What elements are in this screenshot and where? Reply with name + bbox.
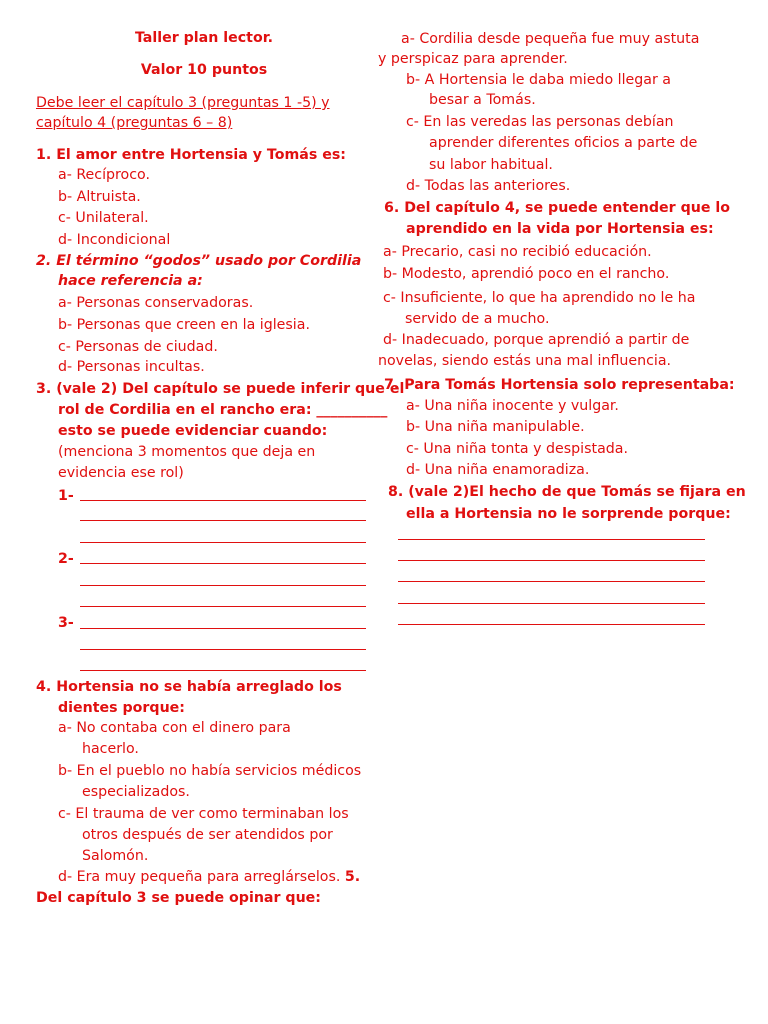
instruction-line-1: Debe leer el capítulo 3 (preguntas 1 -5) y xyxy=(36,95,330,111)
question-2-line-1: 2. El término “godos” usado por Cordilia xyxy=(36,253,362,269)
q3-item-2-answer-line-1[interactable] xyxy=(80,563,366,564)
q5-option-a-line-1: a- Cordilia desde pequeña fue muy astuta xyxy=(401,31,700,47)
q3-item-2-label: 2- xyxy=(58,551,74,567)
question-6-line-2: aprendido en la vida por Hortensia es: xyxy=(406,221,714,237)
worksheet-value: Valor 10 puntos xyxy=(140,62,268,78)
q4-option-c-line-1: c- El trauma de ver como terminaban los xyxy=(58,806,349,822)
q8-answer-line-4[interactable] xyxy=(398,603,705,604)
question-3-line-2: rol de Cordilia en el rancho era: __________ xyxy=(58,402,388,418)
q3-item-3-answer-line-2[interactable] xyxy=(80,649,366,650)
q3-item-1-answer-line-3[interactable] xyxy=(80,542,366,543)
q8-answer-line-2[interactable] xyxy=(398,560,705,561)
q4-option-a-line-2: hacerlo. xyxy=(82,741,139,757)
question-4-line-1: 4. Hortensia no se había arreglado los xyxy=(36,679,342,695)
question-3-note-line-1: (menciona 3 momentos que deja en xyxy=(58,444,316,460)
q4-option-d-text: d- Era muy pequeña para arreglárselos. xyxy=(58,869,341,885)
q8-answer-line-1[interactable] xyxy=(398,539,705,540)
q4-option-c-line-2: otros después de ser atendidos por xyxy=(82,827,333,843)
q3-item-3-answer-line-1[interactable] xyxy=(80,628,366,629)
q5-option-b-line-1: b- A Hortensia le daba miedo llegar a xyxy=(406,72,671,88)
q5-option-b-line-2: besar a Tomás. xyxy=(429,92,536,108)
q7-option-d: d- Una niña enamoradiza. xyxy=(406,462,590,478)
q6-option-c-line-1: c- Insuficiente, lo que ha aprendido no le ha xyxy=(383,290,696,306)
question-8-line-2: ella a Hortensia no le sorprende porque: xyxy=(406,506,731,522)
q6-option-b: b- Modesto, aprendió poco en el rancho. xyxy=(383,266,670,282)
q3-item-1-answer-line-2[interactable] xyxy=(80,520,366,521)
q8-answer-line-5[interactable] xyxy=(398,624,705,625)
q7-option-b: b- Una niña manipulable. xyxy=(406,419,585,435)
q5-option-c-line-3: su labor habitual. xyxy=(429,157,553,173)
question-6-line-1: 6. Del capítulo 4, se puede entender que lo xyxy=(384,200,731,216)
q5-option-c-line-2: aprender diferentes oficios a parte de xyxy=(429,135,698,151)
question-8-line-1: 8. (vale 2)El hecho de que Tomás se fijara en xyxy=(388,484,746,500)
q5-option-c-line-1: c- En las veredas las personas debían xyxy=(406,114,674,130)
q6-option-c-line-2: servido de a mucho. xyxy=(405,311,550,327)
q2-option-b: b- Personas que creen en la iglesia. xyxy=(58,317,310,333)
question-2-line-2: hace referencia a: xyxy=(58,273,203,289)
question-1: 1. El amor entre Hortensia y Tomás es: xyxy=(36,147,346,163)
q2-option-c: c- Personas de ciudad. xyxy=(58,339,218,355)
q2-option-d: d- Personas incultas. xyxy=(58,359,205,375)
question-5-number: 5. xyxy=(344,869,361,885)
q3-item-2-answer-line-2[interactable] xyxy=(80,585,366,586)
question-3-line-3: esto se puede evidenciar cuando: xyxy=(58,423,328,439)
q3-item-3-label: 3- xyxy=(58,615,74,631)
instruction-line-2: capítulo 4 (preguntas 6 – 8) xyxy=(36,115,233,131)
q3-item-1-label: 1- xyxy=(58,488,74,504)
q1-option-a: a- Recíproco. xyxy=(58,167,150,183)
q1-option-b: b- Altruista. xyxy=(58,189,141,205)
q3-item-3-answer-line-3[interactable] xyxy=(80,670,366,671)
q4-option-a-line-1: a- No contaba con el dinero para xyxy=(58,720,291,736)
q7-option-c: c- Una niña tonta y despistada. xyxy=(406,441,628,457)
q4-option-b-line-2: especializados. xyxy=(82,784,190,800)
q1-option-d: d- Incondicional xyxy=(58,232,171,248)
worksheet-title: Taller plan lector. xyxy=(134,30,274,46)
q6-option-d-line-1: d- Inadecuado, porque aprendió a partir de xyxy=(383,332,690,348)
q2-option-a: a- Personas conservadoras. xyxy=(58,295,254,311)
q7-option-a: a- Una niña inocente y vulgar. xyxy=(406,398,619,414)
q3-item-2-answer-line-3[interactable] xyxy=(80,606,366,607)
q3-item-1-answer-line-1[interactable] xyxy=(80,500,366,501)
q6-option-d-line-2: novelas, siendo estás una mal influencia. xyxy=(378,353,672,369)
q4-option-c-line-3: Salomón. xyxy=(82,848,149,864)
q8-answer-line-3[interactable] xyxy=(398,581,705,582)
question-3-note-line-2: evidencia ese rol) xyxy=(58,465,184,481)
q1-option-c: c- Unilateral. xyxy=(58,210,149,226)
q4-option-b-line-1: b- En el pueblo no había servicios médicos xyxy=(58,763,362,779)
question-7: 7. Para Tomás Hortensia solo representaba: xyxy=(384,377,735,393)
q5-option-a-line-2: y perspicaz para aprender. xyxy=(378,51,568,67)
q4-option-d xyxy=(58,868,360,886)
question-5: Del capítulo 3 se puede opinar que: xyxy=(36,890,321,906)
q6-option-a: a- Precario, casi no recibió educación. xyxy=(383,244,652,260)
question-4-line-2: dientes porque: xyxy=(58,700,185,716)
q5-option-d: d- Todas las anteriores. xyxy=(406,178,571,194)
question-3-line-1: 3. (vale 2) Del capítulo se puede inferir que el xyxy=(36,381,405,397)
